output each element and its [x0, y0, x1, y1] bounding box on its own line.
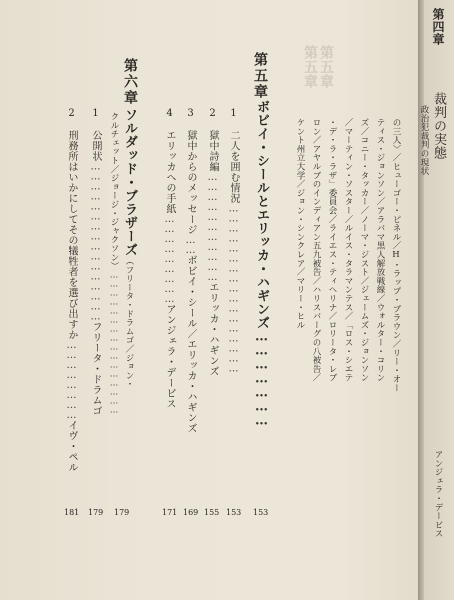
- leader-dots: …………………………………………: [109, 270, 119, 415]
- entry-number: 1: [90, 108, 101, 120]
- chapter-heading: [120, 108, 139, 389]
- chapter-heading: [252, 100, 271, 500]
- toc-entry: [183, 108, 198, 434]
- toc-entry: [88, 108, 103, 416]
- entry-author: フリータ・ドラムゴ: [90, 321, 101, 416]
- toc-intro-line: ケント州立大学／ジョン・シンクレア／マリー・ヒル: [295, 118, 305, 330]
- entry-title: 二人を囲む情況: [228, 130, 239, 204]
- page-number: 155: [204, 508, 220, 517]
- chapter-heading-sub-line: [108, 112, 120, 414]
- entry-number: 1: [228, 108, 239, 120]
- entry-number: 4: [164, 108, 175, 120]
- entry-title: エリッカへの手紙: [164, 130, 175, 214]
- page-number: 171: [162, 508, 178, 517]
- entry-title: 獄中詩編: [207, 130, 218, 172]
- toc-intro-line: ズ／コニー・タッカー／ノーマ・ジスト／ジェームズ・ジョンソン: [359, 118, 369, 382]
- entry-number: 2: [66, 108, 77, 120]
- leader-dots: …………………: [254, 329, 269, 428]
- entry-number: 3: [185, 108, 196, 120]
- page-number: 181: [64, 508, 80, 517]
- adjacent-chapter-title: 第四章: [431, 8, 445, 46]
- leader-dots: ……………………: [66, 340, 77, 420]
- adjacent-subheading: 政治犯裁判の現状: [419, 105, 429, 176]
- adjacent-page: [419, 0, 454, 600]
- page-number: 179: [88, 508, 104, 517]
- chapter-heading-sub: （フリータ・ドラムゴ／ジョン・: [124, 256, 134, 389]
- entry-title: 刑務所はいかにしてその犠牲者を選び出すか: [66, 130, 77, 340]
- page-number: 169: [183, 508, 199, 517]
- entry-author: ボビイ・シール／エリッカ・ハギンズ: [185, 255, 196, 434]
- chapter-title: 第六章: [122, 58, 138, 106]
- chapter-heading-text: ボビイ・シールとエリッカ・ハギンズ: [254, 100, 269, 330]
- chapter-heading-sub2: クルチェット／ジョージ・ジャクソン）: [109, 112, 119, 271]
- leader-dots: ……………………………………………: [228, 203, 239, 374]
- page-number: 153: [253, 508, 269, 517]
- toc-intro-line: ティス・ジョンソン／アラバマ黒人解放戦線／ウォルター・コリン: [375, 118, 385, 382]
- toc-entry: [64, 108, 79, 473]
- entry-title: 公開状: [90, 130, 101, 162]
- chapter-heading-text: ソルダッド・ブラザーズ: [122, 108, 137, 257]
- entry-author: イヴ・ペル: [66, 420, 77, 473]
- toc-intro-line: ・デ・ラ・ラザ」委員会／ライエス・ティヘリナ／ロリータ・レブ: [327, 118, 337, 382]
- chapter-title: 第五章: [252, 52, 268, 100]
- adjacent-heading: 裁判の実態: [431, 92, 446, 160]
- leader-dots: ………………………: [164, 214, 175, 304]
- toc-entry: [205, 108, 220, 377]
- show-through-text: 第五章: [318, 45, 334, 89]
- entry-author: アンジェラ・デービス: [164, 304, 175, 409]
- entry-number: 2: [207, 108, 218, 120]
- entry-title: 獄中からのメッセージ: [185, 130, 196, 235]
- leader-dots: ……………………………: [207, 172, 218, 282]
- leader-dots: …………………………………………: [90, 161, 101, 322]
- toc-intro-line: の三人〉／ヒューゴー・ピネル／H・ラップ・ブラウン／リー・オー: [391, 118, 401, 393]
- toc-intro-line: ／マーティン・ソスター／ルイス・タラマンテス／「ロス・シエテ: [343, 118, 353, 382]
- toc-entry: [162, 108, 177, 409]
- toc-intro-line: ロン／アヤルブのインディアン五九被告／ハリスバーグの八被告／: [311, 118, 321, 382]
- adjacent-author: アンジェラ・デービス: [433, 450, 443, 538]
- entry-author: エリッカ・ハギンズ: [207, 282, 218, 377]
- toc-entry: [226, 108, 241, 374]
- page-number: 179: [114, 508, 130, 517]
- leader-dots: ……: [185, 235, 196, 255]
- page-number: 153: [226, 508, 242, 517]
- show-through-text: 第五章: [302, 45, 318, 89]
